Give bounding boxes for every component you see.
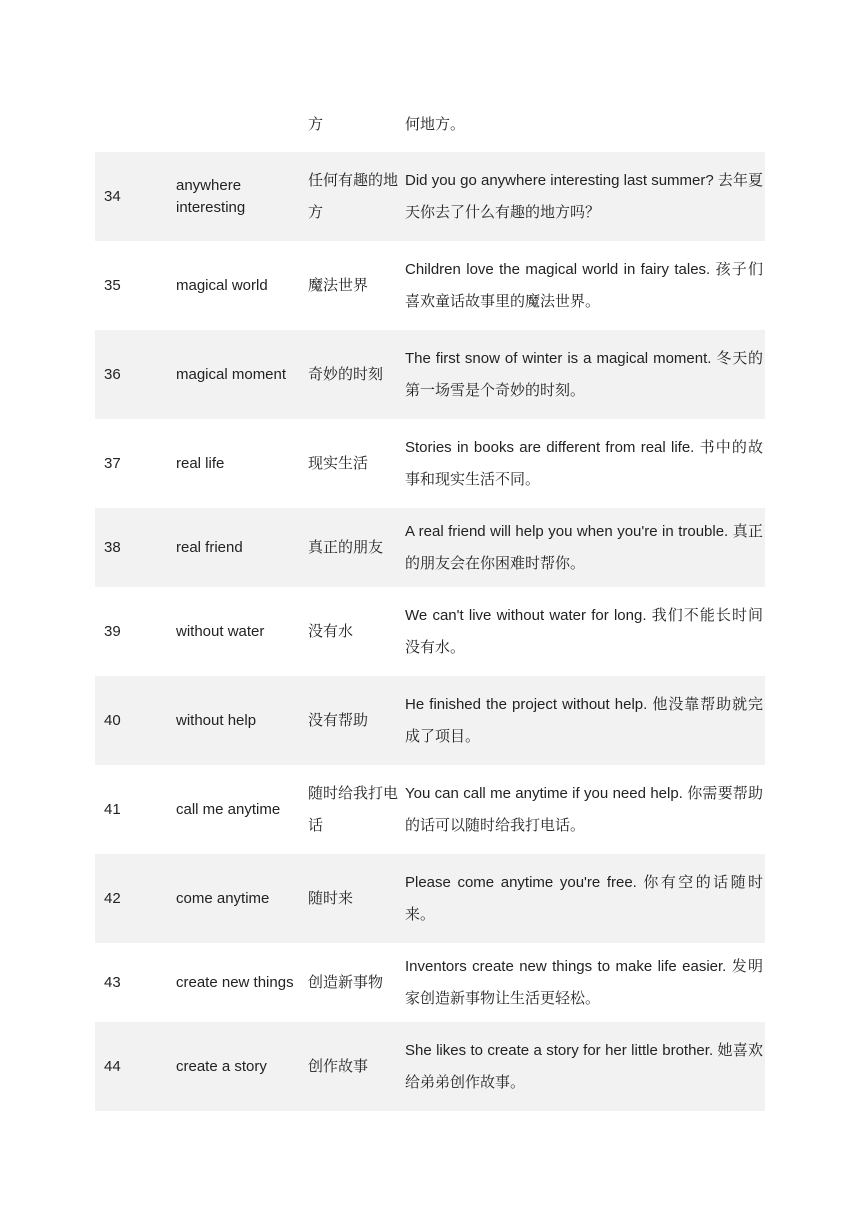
table-row xyxy=(95,1022,765,1111)
phrase-cell: real friend xyxy=(176,538,243,556)
chinese-cell: 奇妙的时刻 xyxy=(308,365,384,383)
chinese-cell: 任何有趣的地方 xyxy=(308,171,399,221)
num-cell: 44 xyxy=(104,1057,121,1075)
example-cell: The first snow of winter is a magical moment. 冬天的第一场雪是个奇妙的时刻。 xyxy=(405,349,763,399)
chinese-cell: 随时来 xyxy=(308,889,354,907)
table-row xyxy=(95,587,765,676)
chinese-cell: 魔法世界 xyxy=(308,276,369,294)
chinese-cell: 没有帮助 xyxy=(308,711,369,729)
num-cell: 35 xyxy=(104,276,121,294)
example-cell: A real friend will help you when you're in trouble. 真正的朋友会在你困难时帮你。 xyxy=(405,522,763,572)
example-cell: Please come anytime you're free. 你有空的话随时来。 xyxy=(405,873,763,923)
num-cell: 42 xyxy=(104,889,121,907)
example-cell: She likes to create a story for her little brother. 她喜欢给弟弟创作故事。 xyxy=(405,1041,763,1091)
phrase-cell: real life xyxy=(176,454,225,472)
example-cell: He finished the project without help. 他没靠帮助就完成了项目。 xyxy=(405,695,763,745)
chinese-cell: 真正的朋友 xyxy=(308,538,384,556)
example-cell: 何地方。 xyxy=(405,116,466,133)
phrase-cell: without water xyxy=(176,622,265,640)
example-cell: Children love the magical world in fairy tales. 孩子们喜欢童话故事里的魔法世界。 xyxy=(405,260,763,310)
table-row xyxy=(95,676,765,765)
example-cell: Inventors create new things to make life easier. 发明家创造新事物让生活更轻松。 xyxy=(405,957,763,1007)
phrase-cell: magical world xyxy=(176,276,268,294)
num-cell: 40 xyxy=(104,711,121,729)
chinese-cell: 随时给我打电话 xyxy=(308,784,399,834)
chinese-cell: 方 xyxy=(308,116,324,133)
num-cell xyxy=(95,97,176,109)
num-cell: 38 xyxy=(104,538,121,556)
table-row xyxy=(95,854,765,943)
num-cell: 36 xyxy=(104,365,121,383)
phrase-cell: create a story xyxy=(176,1057,267,1075)
chinese-cell: 创造新事物 xyxy=(308,973,384,991)
num-cell: 41 xyxy=(104,800,121,818)
phrase-cell: create new things xyxy=(176,973,294,991)
chinese-cell: 没有水 xyxy=(308,622,354,640)
example-cell: You can call me anytime if you need help. 你需要帮助的话可以随时给我打电话。 xyxy=(405,784,763,834)
example-cell: Stories in books are different from real life. 书中的故事和现实生活不同。 xyxy=(405,438,763,488)
num-cell: 34 xyxy=(104,187,121,205)
example-cell: We can't live without water for long. 我们不能长时间没有水。 xyxy=(405,606,763,656)
vocabulary-table xyxy=(95,97,765,1111)
phrase-cell: without help xyxy=(176,711,257,729)
phrase-cell: anywhere interesting xyxy=(176,176,246,216)
table-row xyxy=(95,508,765,587)
chinese-cell: 创作故事 xyxy=(308,1057,369,1075)
table-row xyxy=(95,765,765,854)
table-row xyxy=(95,419,765,508)
chinese-cell: 现实生活 xyxy=(308,454,369,472)
num-cell: 39 xyxy=(104,622,121,640)
table-row xyxy=(95,943,765,1022)
phrase-cell: come anytime xyxy=(176,889,270,907)
num-cell: 37 xyxy=(104,454,121,472)
table-row xyxy=(95,152,765,241)
phrase-cell: call me anytime xyxy=(176,800,281,818)
phrase-cell: magical moment xyxy=(176,365,287,383)
num-cell: 43 xyxy=(104,973,121,991)
example-cell: Did you go anywhere interesting last summer? 去年夏天你去了什么有趣的地方吗？ xyxy=(405,171,763,221)
table-row-continuation xyxy=(95,97,765,152)
table-row xyxy=(95,241,765,330)
table-row xyxy=(95,330,765,419)
phrase-cell xyxy=(176,97,308,109)
